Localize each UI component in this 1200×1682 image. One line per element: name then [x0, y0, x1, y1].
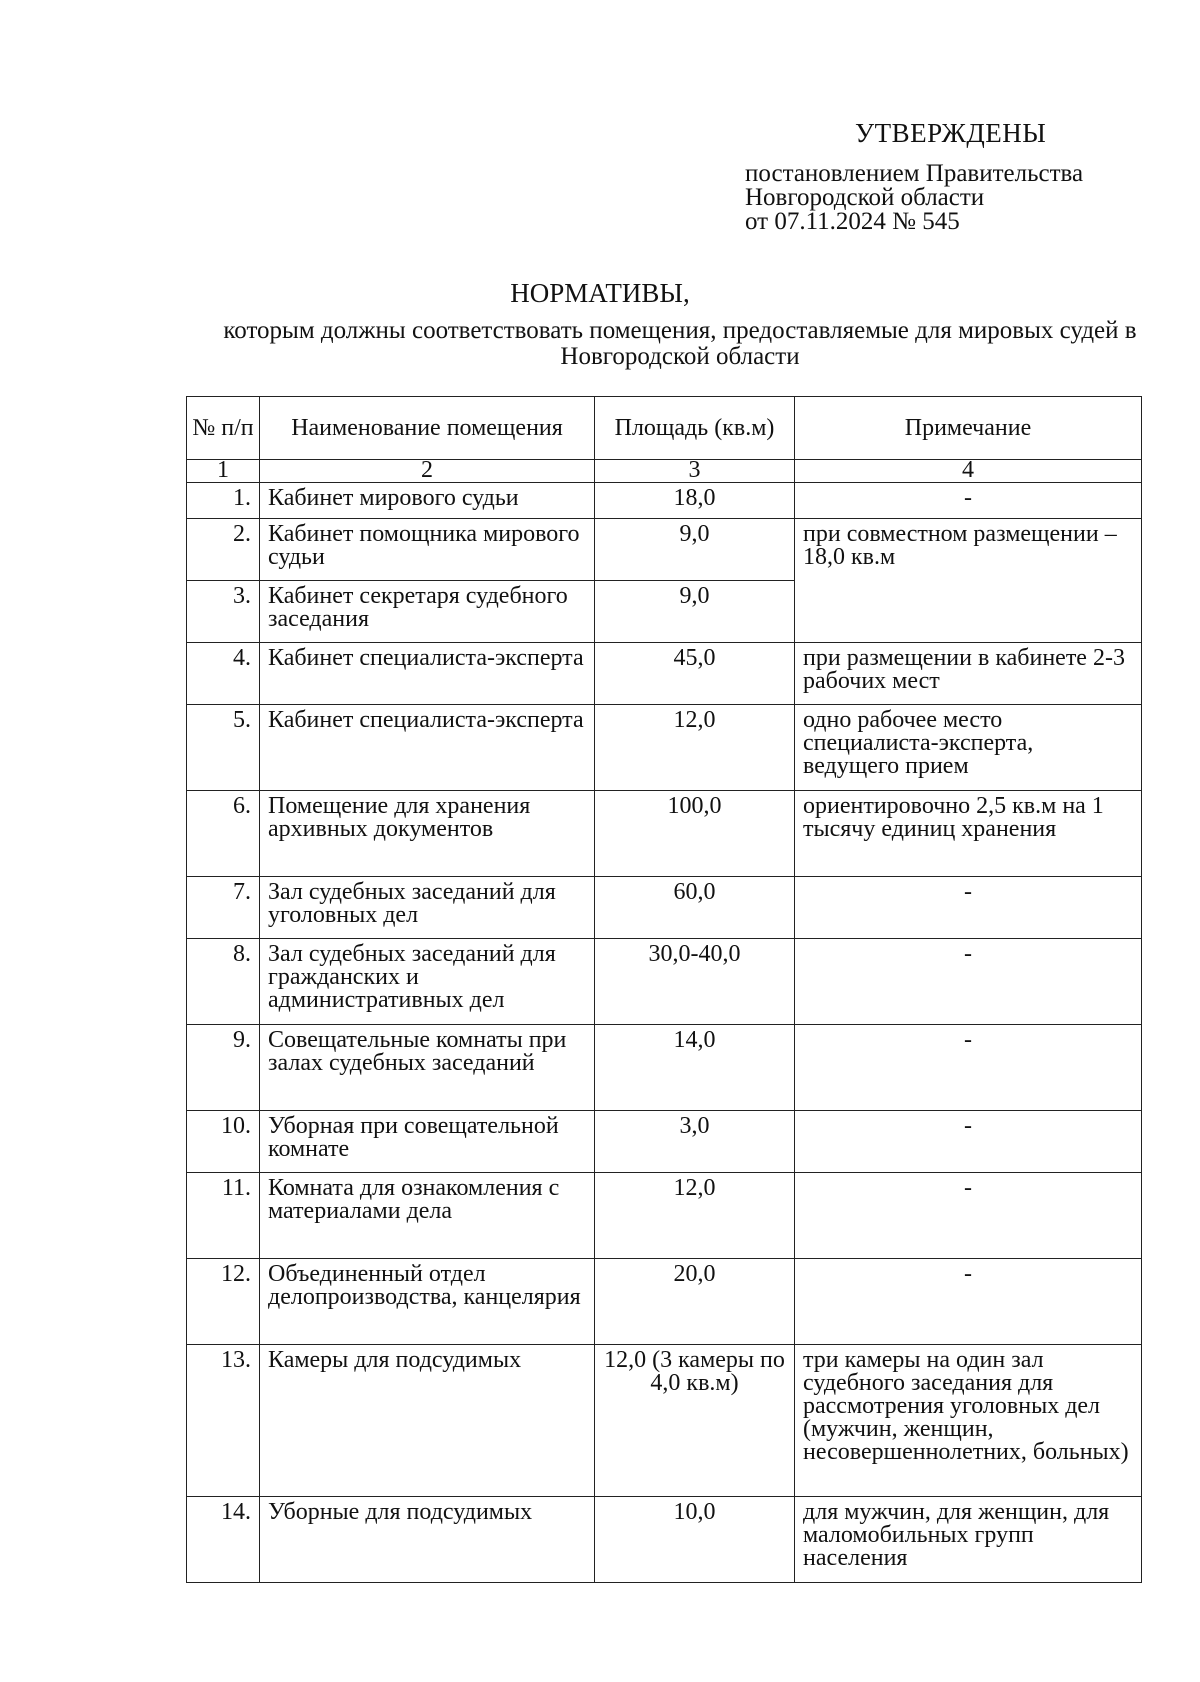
approval-line-1: постановлением Правительства — [745, 160, 1084, 187]
room-name: Кабинет помощника мирового судьи — [260, 519, 595, 581]
approval-line-3: от 07.11.2024 № 545 — [745, 208, 960, 235]
table-row — [187, 643, 1142, 705]
column-number: 4 — [795, 460, 1142, 483]
room-name: Уборные для подсудимых — [260, 1497, 595, 1583]
table-row — [187, 483, 1142, 519]
table-row — [187, 1111, 1142, 1173]
header-name: Наименование помещения — [260, 397, 595, 460]
room-name: Кабинет мирового судьи — [260, 483, 595, 519]
room-name: Уборная при совещательной комнате — [260, 1111, 595, 1173]
room-note: для мужчин, для женщин, для маломобильных групп населения — [795, 1497, 1142, 1583]
room-area: 45,0 — [595, 643, 795, 705]
room-note: - — [795, 877, 1142, 939]
row-number: 2. — [187, 519, 260, 581]
room-name: Помещение для хранения архивных документов — [260, 791, 595, 877]
document-title: НОРМАТИВЫ, — [510, 278, 690, 308]
table-header-row — [187, 397, 1142, 460]
room-area: 20,0 — [595, 1259, 795, 1345]
column-number: 3 — [595, 460, 795, 483]
row-number: 13. — [187, 1345, 260, 1497]
row-number: 4. — [187, 643, 260, 705]
row-number: 11. — [187, 1173, 260, 1259]
room-note: при размещении в кабинете 2-3 рабочих мест — [795, 643, 1142, 705]
table-row — [187, 519, 1142, 581]
room-name: Комната для ознакомления с материалами дела — [260, 1173, 595, 1259]
room-area: 12,0 — [595, 705, 795, 791]
row-number: 6. — [187, 791, 260, 877]
row-number: 7. — [187, 877, 260, 939]
column-numbers-row — [187, 460, 1142, 483]
header-number: № п/п — [187, 397, 260, 460]
room-area: 100,0 — [595, 791, 795, 877]
table-row — [187, 1259, 1142, 1345]
room-area: 9,0 — [595, 581, 795, 643]
table-row — [187, 705, 1142, 791]
room-name: Объединенный отдел делопроизводства, канцелярия — [260, 1259, 595, 1345]
table-row — [187, 1173, 1142, 1259]
room-name: Зал судебных заседаний для гражданских и административных дел — [260, 939, 595, 1025]
table-row — [187, 939, 1142, 1025]
row-number: 3. — [187, 581, 260, 643]
room-area: 9,0 — [595, 519, 795, 581]
room-note: одно рабочее место специалиста-эксперта, ведущего прием — [795, 705, 1142, 791]
room-area: 10,0 — [595, 1497, 795, 1583]
room-name: Кабинет специалиста-эксперта — [260, 705, 595, 791]
approval-line-2: Новгородской области — [745, 184, 985, 211]
approval-title: УТВЕРЖДЕНЫ — [855, 118, 1047, 148]
room-name: Зал судебных заседаний для уголовных дел — [260, 877, 595, 939]
norms-table — [186, 396, 1142, 1583]
header-note: Примечание — [795, 397, 1142, 460]
room-note: - — [795, 939, 1142, 1025]
row-number: 5. — [187, 705, 260, 791]
room-area: 14,0 — [595, 1025, 795, 1111]
room-area: 12,0 (3 камеры по 4,0 кв.м) — [595, 1345, 795, 1497]
room-area: 18,0 — [595, 483, 795, 519]
room-area: 30,0-40,0 — [595, 939, 795, 1025]
row-number: 8. — [187, 939, 260, 1025]
table-row — [187, 1497, 1142, 1583]
room-note: ориентировочно 2,5 кв.м на 1 тысячу единиц хранения — [795, 791, 1142, 877]
table-row — [187, 791, 1142, 877]
room-note: - — [795, 483, 1142, 519]
row-number: 12. — [187, 1259, 260, 1345]
document-subtitle: которым должны соответствовать помещения, предоставляемые для мировых судей в Новгородской области — [223, 317, 1137, 370]
room-name: Кабинет специалиста-эксперта — [260, 643, 595, 705]
room-note: - — [795, 1111, 1142, 1173]
room-area: 60,0 — [595, 877, 795, 939]
room-area: 12,0 — [595, 1173, 795, 1259]
room-note: три камеры на один зал судебного заседания для рассмотрения уголовных дел (мужчин, женщин, несовершеннолетних, больных) — [795, 1345, 1142, 1497]
room-name: Камеры для подсудимых — [260, 1345, 595, 1497]
room-note: - — [795, 1259, 1142, 1345]
row-number: 10. — [187, 1111, 260, 1173]
table-row — [187, 877, 1142, 939]
room-note: - — [795, 1173, 1142, 1259]
row-number: 14. — [187, 1497, 260, 1583]
column-number: 2 — [260, 460, 595, 483]
column-number: 1 — [187, 460, 260, 483]
room-note: - — [795, 1025, 1142, 1111]
room-area: 3,0 — [595, 1111, 795, 1173]
room-name: Кабинет секретаря судебного заседания — [260, 581, 595, 643]
table-row — [187, 1345, 1142, 1497]
row-number: 1. — [187, 483, 260, 519]
header-area: Площадь (кв.м) — [595, 397, 795, 460]
room-name: Совещательные комнаты при залах судебных заседаний — [260, 1025, 595, 1111]
table-row — [187, 1025, 1142, 1111]
row-number: 9. — [187, 1025, 260, 1111]
room-note: при совместном размещении – 18,0 кв.м — [795, 519, 1142, 643]
